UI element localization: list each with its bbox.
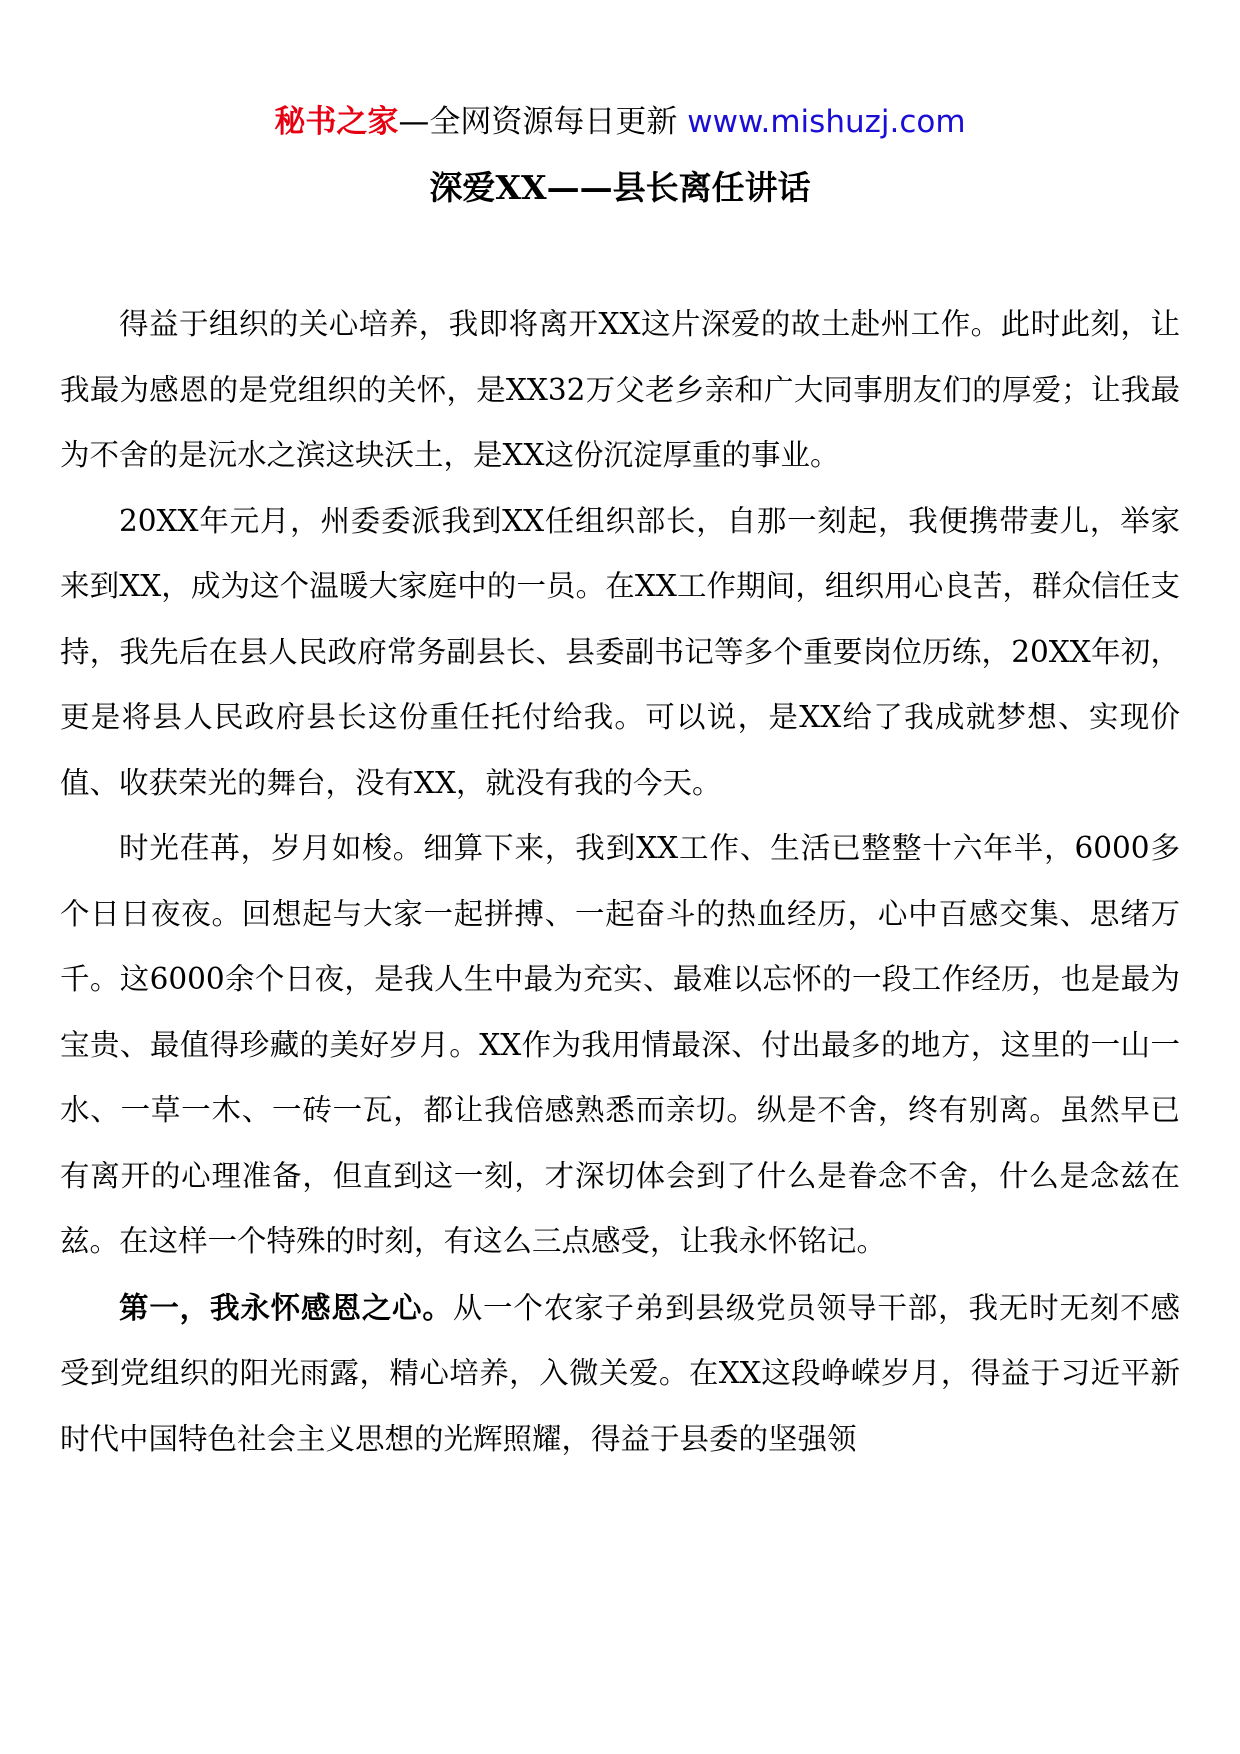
document-body	[60, 292, 1180, 1472]
site-header	[0, 100, 1240, 144]
paragraph-1: 得益于组织的关心培养，我即将离开XX这片深爱的故土赴州工作。此时此刻，让我最为感恩的是党组织的关怀，是XX32万父老乡亲和广大同事朋友们的厚爱；让我最为不舍的是沅水之滨这块沃土，是XX这份沉淀厚重的事业。	[60, 307, 1180, 472]
section-heading: 第一，我永怀感恩之心。	[119, 1289, 453, 1325]
brand-name: 秘书之家	[274, 104, 399, 140]
paragraph-2: 20XX年元月，州委委派我到XX任组织部长，自那一刻起，我便携带妻儿，举家来到XX，成为这个温暖大家庭中的一员。在XX工作期间，组织用心良苦，群众信任支持，我先后在县人民政府常务副县长、县委副书记等多个重要岗位历练，20XX年初，更是将县人民政府县长这份重任托付给我。可以说，是XX给了我成就梦想、实现价值、收获荣光的舞台，没有XX，就没有我的今天。	[60, 503, 1180, 800]
document-title: 深爱XX——县长离任讲话	[429, 168, 811, 207]
section-text: 从一个农家子弟到县级党员领导干部，我无时无刻不感受到党组织的阳光雨露，精心培养，入微关爱。在XX这段峥嵘岁月，得益于习近平新时代中国特色社会主义思想的光辉照耀，得益于县委的坚强领	[60, 1290, 1180, 1456]
site-url-link[interactable]: www.mishuzj.com	[687, 104, 966, 140]
paragraph-4	[60, 1275, 1180, 1473]
header-tagline: —全网资源每日更新	[398, 104, 678, 140]
paragraph-3: 时光荏苒，岁月如梭。细算下来，我到XX工作、生活已整整十六年半，6000多个日日夜夜。回想起与大家一起拼搏、一起奋斗的热血经历，心中百感交集、思绪万千。这6000余个日夜，是我人生中最为充实、最难以忘怀的一段工作经历，也是最为宝贵、最值得珍藏的美好岁月。XX作为我用情最深、付出最多的地方，这里的一山一水、一草一木、一砖一瓦，都让我倍感熟悉而亲切。纵是不舍，终有别离。虽然早已有离开的心理准备，但直到这一刻，才深切体会到了什么是眷念不舍，什么是念兹在兹。在这样一个特殊的时刻，有这么三点感受，让我永怀铭记。	[60, 831, 1180, 1258]
